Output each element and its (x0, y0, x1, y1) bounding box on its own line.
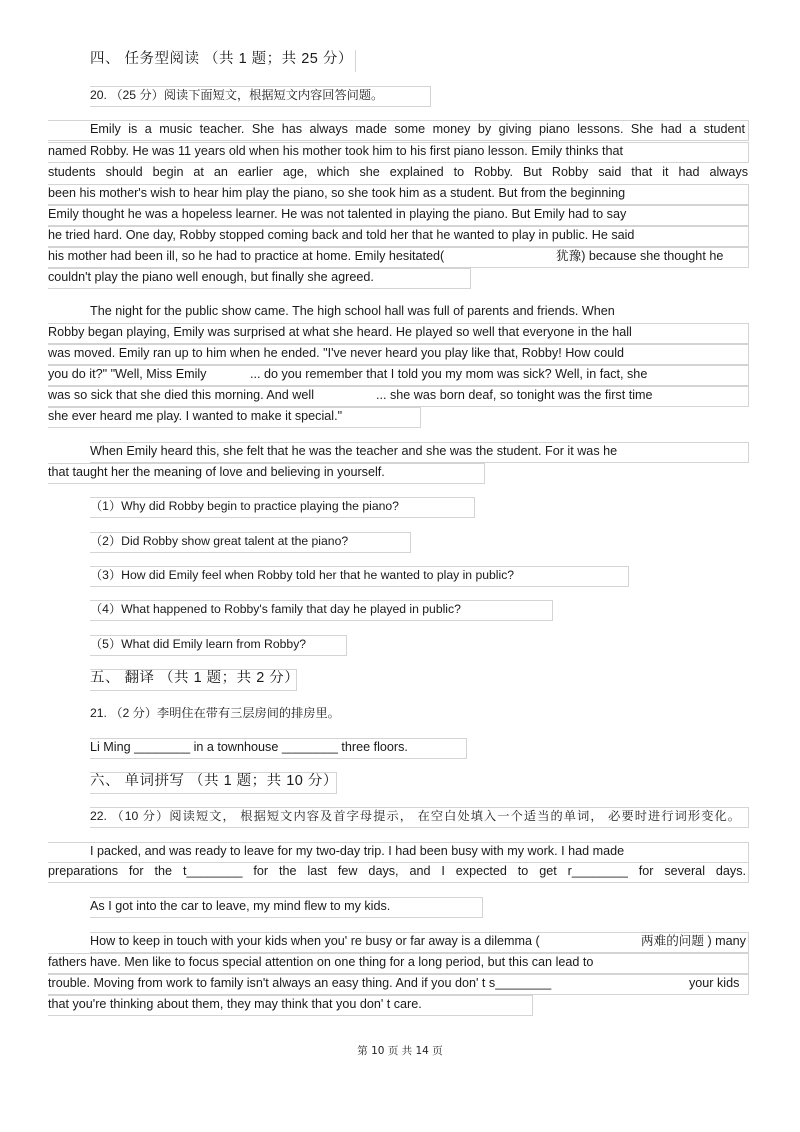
passage-line: Emily thought he was a hopeless learner. He was not talented in playing the piano. But Emily had to say (48, 207, 627, 221)
passage-line: When Emily heard this, she felt that he was the teacher and she was the student. For it was he (90, 444, 618, 458)
passage-line: been his mother's wish to hear him play the piano, so she took him as a student. But from the beginning (48, 186, 626, 200)
question-20-5: （5）What did Emily learn from Robby? (90, 637, 307, 651)
text-box-edge (48, 463, 485, 484)
spelling-passage-line: 两难的问题 ) many (641, 934, 746, 948)
section-heading-translation: 五、 翻译 （共 1 题；共 2 分） (90, 670, 300, 686)
question-20-1: （1）Why did Robby begin to practice playing the piano? (90, 499, 399, 513)
spelling-passage-line: your kids (689, 976, 740, 990)
passage-line: was moved. Emily ran up to him when he ended. "I've never heard you play like that, Robby! How could (48, 346, 624, 360)
text-box-edge (90, 600, 553, 621)
passage-line: ... she was born deaf, so tonight was the first time (376, 388, 653, 402)
text-box-edge (90, 497, 475, 518)
passage-line: that taught her the meaning of love and believing in yourself. (48, 465, 385, 479)
question-21-header: 21. （2 分）李明住在带有三层房间的排房里。 (90, 706, 340, 720)
question-21-sentence: Li Ming ________ in a townhouse ________ three floors. (90, 740, 408, 754)
text-box-edge (90, 669, 300, 691)
text-box-edge (48, 268, 471, 289)
text-box-edge (48, 365, 749, 386)
text-box-edge (48, 862, 749, 883)
text-box-edge (48, 226, 749, 247)
text-box-edge (90, 807, 749, 828)
spelling-passage-line: I packed, and was ready to leave for my two-day trip. I had been busy with my work. I had made (90, 844, 625, 858)
question-22-header: 22. （10 分）阅读短文， 根据短文内容及首字母提示， 在空白处填入一个适当的单词， 必要时进行词形变化。 (90, 809, 740, 823)
text-box-edge (90, 566, 629, 587)
spelling-passage-line: As I got into the car to leave, my mind flew to my kids. (90, 899, 391, 913)
question-20-3: （3）How did Emily feel when Robby told her that he wanted to play in public? (90, 568, 515, 582)
spelling-passage-line: trouble. Moving from work to family isn't always an easy thing. And if you don' t s________ (48, 976, 552, 990)
page-footer: 第 10 页 共 14 页 (357, 1045, 443, 1057)
passage-line: his mother had been ill, so he had to practice at home. Emily hesitated( (48, 249, 445, 263)
text-box-edge (48, 120, 749, 141)
text-box-edge (48, 974, 749, 995)
text-box-edge (90, 738, 467, 759)
question-20-2: （2）Did Robby show great talent at the piano? (90, 534, 349, 548)
text-box-edge (48, 247, 749, 268)
text-box-edge (48, 344, 749, 365)
text-box-edge (355, 50, 356, 72)
text-box-edge (90, 897, 483, 918)
text-box-edge (90, 635, 347, 656)
text-box-edge (48, 323, 749, 344)
passage-line: named Robby. He was 11 years old when his mother took him to his first piano lesson. Emily thinks that (48, 144, 623, 158)
passage-line: couldn't play the piano well enough, but finally she agreed. (48, 270, 374, 284)
text-box-edge (48, 184, 749, 205)
text-box-edge (48, 386, 749, 407)
question-20-header: 20. （25 分）阅读下面短文，根据短文内容回答问题。 (90, 88, 384, 102)
text-box-edge (48, 142, 749, 163)
spelling-passage-line: fathers have. Men like to focus special attention on one thing for a long period, but this can lead to (48, 955, 594, 969)
passage-line: you do it?" "Well, Miss Emily (48, 367, 207, 381)
text-box-edge (90, 442, 749, 463)
passage-line: ... do you remember that I told you my mom was sick? Well, in fact, she (250, 367, 648, 381)
text-box-edge (48, 995, 533, 1016)
passage-line: Emily is a music teacher. She has always made some money by giving piano lessons. She had a student (90, 122, 745, 136)
text-box-edge (90, 86, 431, 107)
passage-line: she ever heard me play. I wanted to make it special." (48, 409, 343, 423)
question-20-4: （4）What happened to Robby's family that day he played in public? (90, 602, 461, 616)
spelling-passage-line: How to keep in touch with your kids when you' re busy or far away is a dilemma ( (90, 934, 540, 948)
text-box-edge (90, 532, 411, 553)
passage-line: Robby began playing, Emily was surprised at what she heard. He played so well that everyone in the hall (48, 325, 632, 339)
text-box-edge (48, 842, 749, 863)
passage-line: 犹豫) because she thought he (556, 249, 724, 263)
text-box-edge (48, 205, 749, 226)
text-box-edge (90, 932, 749, 953)
passage-line: he tried hard. One day, Robby stopped coming back and told her that he wanted to play in public. He said (48, 228, 635, 242)
spelling-passage-line: preparations for the t________ for the last few days, and I expected to get r________ for several days. (48, 864, 746, 878)
passage-line: was so sick that she died this morning. And well (48, 388, 314, 402)
spelling-passage-line: that you're thinking about them, they may think that you don' t care. (48, 997, 422, 1011)
section-heading-spelling: 六、 单词拼写 （共 1 题；共 10 分） (90, 773, 338, 789)
text-box-edge (48, 953, 749, 974)
section-heading-reading: 四、 任务型阅读 （共 1 题；共 25 分） (90, 51, 353, 67)
text-box-edge (90, 772, 337, 794)
text-box-edge (48, 407, 421, 428)
passage-line: students should begin at an earlier age, which she explained to Robby. But Robby said that it had always (48, 165, 748, 179)
passage-line: The night for the public show came. The high school hall was full of parents and friends. When (90, 304, 615, 318)
